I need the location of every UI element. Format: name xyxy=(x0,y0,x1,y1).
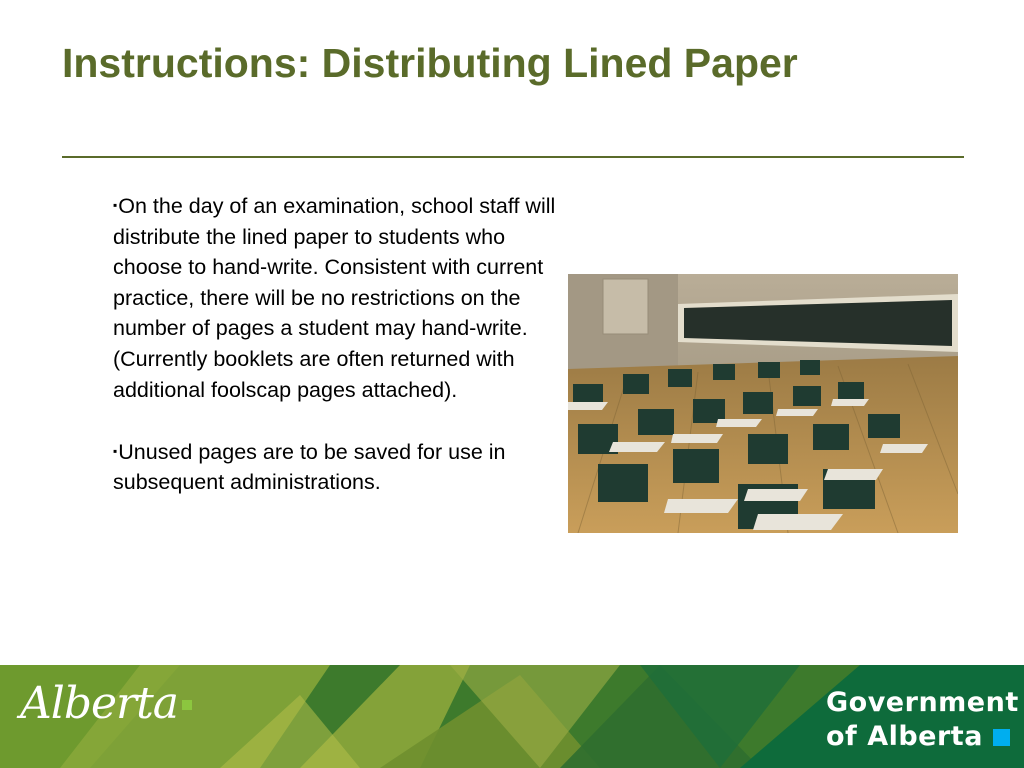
government-square-icon xyxy=(993,729,1010,746)
bullet-item xyxy=(113,436,558,498)
classroom-photo xyxy=(568,274,958,533)
alberta-wordmark: Alberta xyxy=(20,678,178,729)
bullet-square-icon: ▪ xyxy=(113,198,118,212)
slide-title: Instructions: Distributing Lined Paper xyxy=(62,40,798,86)
government-of-alberta-logo xyxy=(826,686,1019,754)
government-line-1: Government xyxy=(826,687,1019,718)
alberta-logo xyxy=(20,678,192,729)
bullet-list xyxy=(113,190,558,529)
bullet-square-icon: ▪ xyxy=(113,443,118,458)
bullet-item xyxy=(113,190,558,405)
title-divider xyxy=(62,156,964,158)
bullet-text: On the day of an examination, school staff will distribute the lined paper to students who choose to hand-write. Consistent with current practice, there will be no restrictions on the number of pages a student may hand-write. (Currently booklets are often returned with additional foolscap pages attached). xyxy=(113,194,556,402)
bullet-text: Unused pages are to be saved for use in subsequent administrations. xyxy=(113,439,506,495)
government-line-2: of Alberta xyxy=(826,721,983,752)
government-line-2-row xyxy=(826,720,1019,754)
alberta-square-icon xyxy=(182,700,192,710)
